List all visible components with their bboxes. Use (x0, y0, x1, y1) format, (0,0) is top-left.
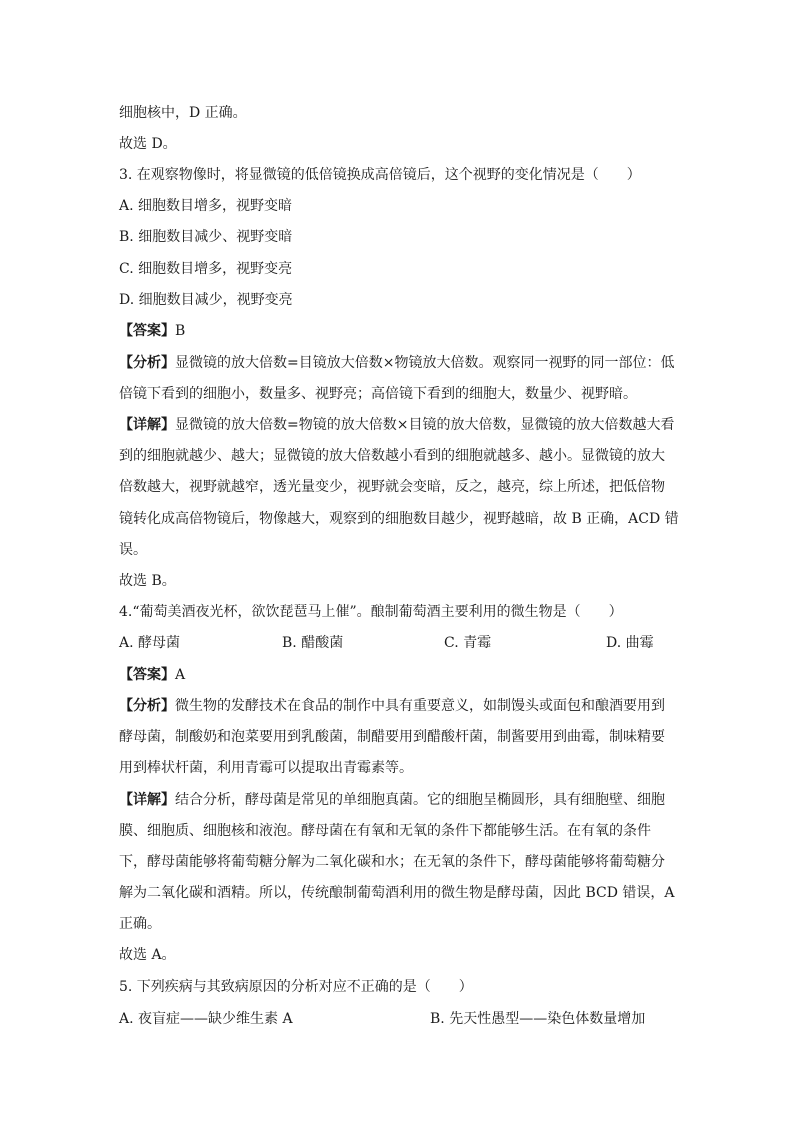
q5-stem: 5. 下列疾病与其致病原因的分析对应不正确的是（ ） (119, 979, 473, 995)
q3-choose: 故选 B。 (119, 573, 176, 589)
q4-option-b: B. 醋酸菌 (282, 635, 344, 651)
q3-detail-line: 到的细胞就越少、越大；显微镜的放大倍数越小看到的细胞就越多、越小。显微镜的放大 (119, 448, 665, 464)
q3-answer (119, 322, 679, 340)
q4-detail-line: 【详解】结合分析，酵母菌是常见的单细胞真菌。它的细胞呈椭圆形，具有细胞壁、细胞 (119, 792, 665, 808)
q4-analysis-line: 酵母菌，制酸奶和泡菜要用到乳酸菌，制醋要用到醋酸杆菌，制酱要用到曲霉，制味精要 (119, 729, 665, 745)
q4-answer (119, 666, 679, 684)
q3-detail-line: 【详解】显微镜的放大倍数=物镜的放大倍数×目镜的放大倍数，显微镜的放大倍数越大看 (119, 417, 675, 433)
answer-value: A (175, 667, 186, 683)
q5-option-b: B. 先天性愚型——染色体数量增加 (430, 1011, 646, 1027)
q3-option-b: B. 细胞数目减少、视野变暗 (119, 229, 293, 245)
q3-detail-line: 误。 (119, 542, 147, 558)
q3-detail-line: 镜转化成高倍物镜后，物像越大，观察到的细胞数目越少，视野越暗，故 B 正确，ACD 错 (119, 511, 679, 527)
q4-analysis-line: 【分析】微生物的发酵技术在食品的制作中具有重要意义，如制馒头或面包和酿酒要用到 (119, 698, 665, 714)
q3-detail-line: 倍数越大，视野就越窄，透光量变少，视野就会变暗，反之，越亮，综上所述，把低倍物 (119, 479, 665, 495)
q4-analysis-line: 用到棒状杆菌，利用青霉可以提取出青霉素等。 (119, 760, 413, 776)
answer-tag: 【答案】 (119, 323, 175, 339)
q3-analysis-line: 倍镜下看到的细胞小，数量多、视野亮；高倍镜下看到的细胞大，数量少、视野暗。 (119, 386, 637, 402)
detail-tag: 【详解】 (119, 417, 175, 433)
q4-option-c: C. 青霉 (444, 635, 492, 651)
previous-choose-line: 故选 D。 (119, 136, 177, 152)
q5-option-a: A. 夜盲症——缺少维生素 A (119, 1011, 293, 1027)
q3-option-a: A. 细胞数目增多，视野变暗 (119, 198, 293, 214)
q4-detail-line: 正确。 (119, 916, 161, 932)
q3-option-d: D. 细胞数目减少，视野变亮 (119, 292, 293, 308)
analysis-tag: 【分析】 (119, 355, 175, 371)
answer-tag: 【答案】 (119, 667, 175, 683)
q4-detail-line: 解为二氧化碳和酒精。所以，传统酿制葡萄酒利用的微生物是酵母菌，因此 BCD 错误，A (119, 885, 675, 901)
q4-detail-line: 膜、细胞质、细胞核和液泡。酵母菌在有氧和无氧的条件下都能够生活。在有氧的条件 (119, 823, 651, 839)
q4-detail-line: 下，酵母菌能够将葡萄糖分解为二氧化碳和水；在无氧的条件下，酵母菌能够将葡萄糖分 (119, 854, 665, 870)
q4-stem: 4.“葡萄美酒夜光杯，欲饮琵琶马上催”。酿制葡萄酒主要利用的微生物是（ ） (119, 604, 623, 620)
q3-option-c: C. 细胞数目增多，视野变亮 (119, 261, 293, 277)
answer-value: B (175, 323, 186, 339)
q3-stem: 3. 在观察物像时，将显微镜的低倍镜换成高倍镜后，这个视野的变化情况是（ ） (119, 167, 641, 183)
analysis-tag: 【分析】 (119, 698, 175, 714)
q4-option-a: A. 酵母菌 (119, 635, 181, 651)
q3-analysis-line: 【分析】显微镜的放大倍数=目镜放大倍数×物镜放大倍数。观察同一视野的同一部位：低 (119, 355, 675, 371)
detail-tag: 【详解】 (119, 792, 175, 808)
q4-option-d: D. 曲霉 (606, 635, 654, 651)
previous-detail-tail: 细胞核中，D 正确。 (119, 105, 247, 121)
q4-choose: 故选 A。 (119, 947, 176, 963)
